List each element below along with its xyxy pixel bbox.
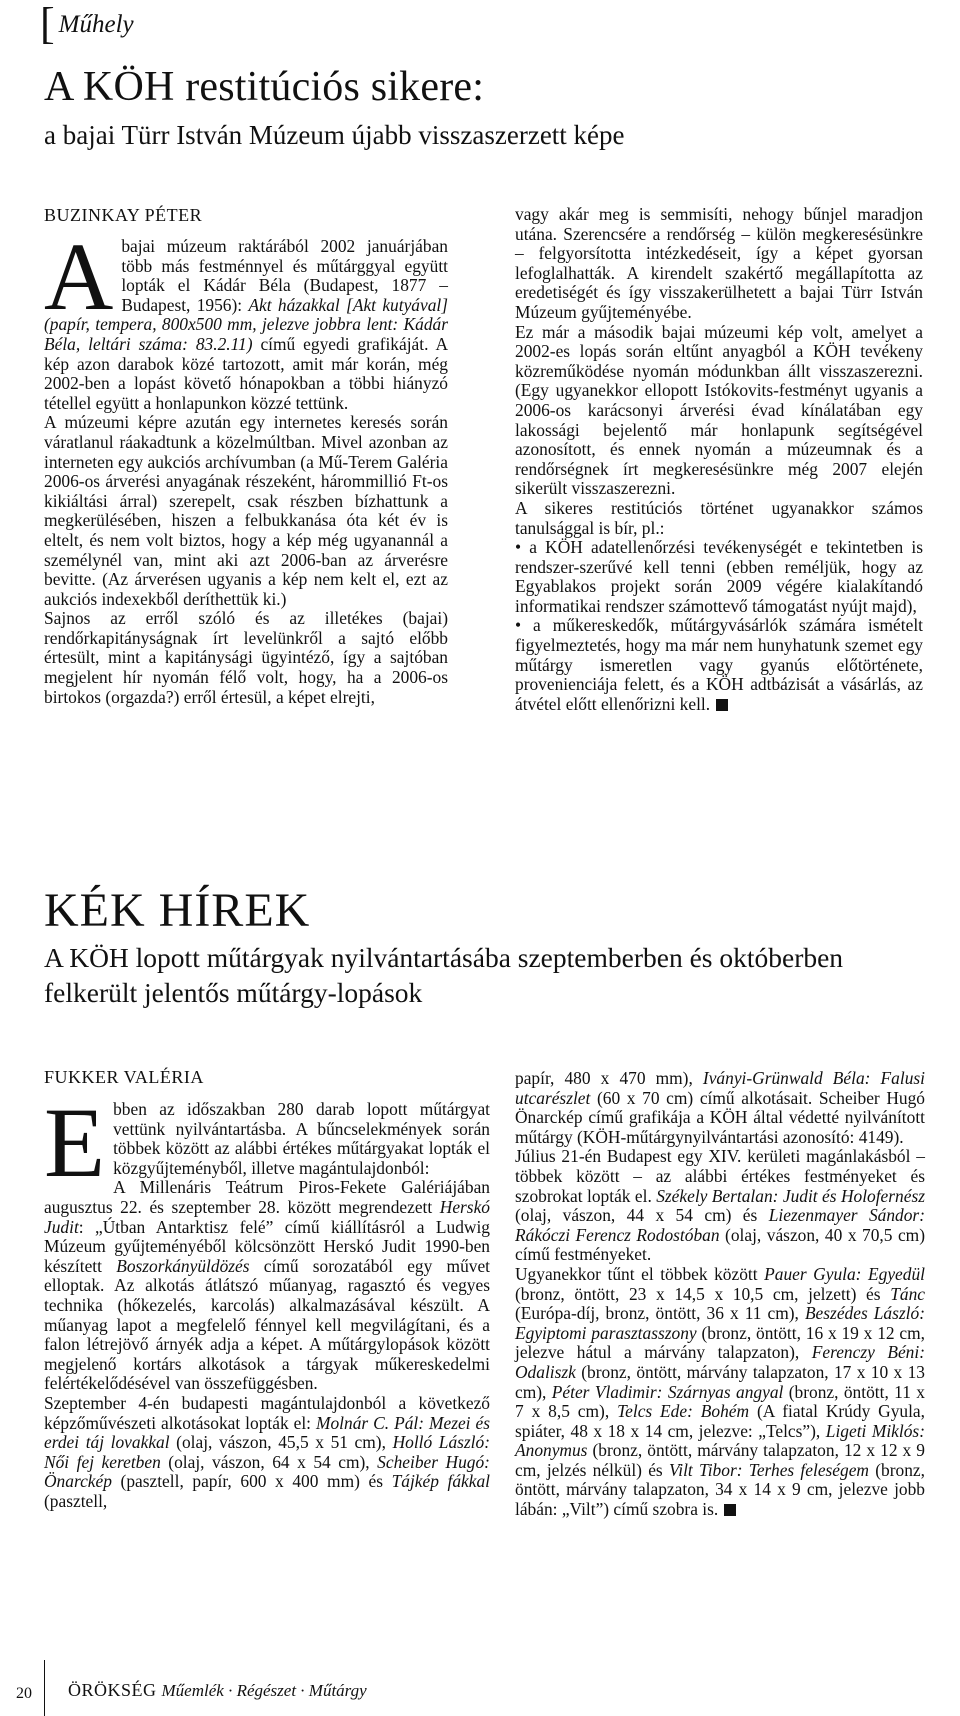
- article1-paragraph: Ez már a második bajai múzeumi kép volt, amelyet a 2002-es lopás során eltűnt anyagból a KÖH tevékeny közreműködése nyomán módunkban állt visszaszerezni. (Egy ugyanekkor ellopott Istókovits-festményt ugyanis a 2006-os karácsonyi árverési évad kínálatában egy lakossági bejelentő már honlapunk segítségével azonosított, és ennek nyomán a múzeumnak és a rendőrségnek írt megkeresésünkre még 2007 elején sikerült visszaszerezni.: [515, 321, 923, 499]
- article1-bullet: • a műkereskedők, műtárgyvásárlók számára ismételt figyelmeztetés, hogy ma már nem hunyhatunk szemet egy műtárgy ismeretlen vagy gyanús előtörténete, provenienciája felett, és a KÖH adtbázisát a vásárlás, az átvétel előtt ellenőrizni kell.: [515, 615, 923, 714]
- end-mark-icon: [724, 1504, 736, 1516]
- article2-left-column: [44, 1087, 491, 1511]
- article1-paragraph: A múzeumi képre azután egy internetes keresés során váratlanul ráakadtunk a közelmúltban. Mivel azonban az interneten egy aukciós archívumban (a Mű-Terem Galéria 2006-os árverési anyagának részeként, hárommillió Ft-os kikiáltási árral) szerepelt, csak részben bízhattunk a megkerülésében, hiszen a felbukkanása óta két év is eltelt, és nem volt biztos, hogy a kép még ugyanannál a személynél van, mint aki azt 2006-ban az árverésre bevitte. (Az árverésen ugyanis a kép nem kelt el, ezt az aukciós indexekből deríthettük ki.): [44, 412, 448, 609]
- article2-subtitle: A KÖH lopott műtárgyak nyilvántartásába szeptemberben és októberben felkerült jelentős műtárgy-lopások: [44, 942, 844, 1008]
- footer-divider: [44, 1660, 45, 1716]
- article1-intro: bajai múzeum raktárából 2002 januárjában több más festménnyel és műtárggyal együtt lopták el Kádár Béla (Budapest, 1877 – Budapest, 1956): Akt házakkal [Akt kutyával] (papír, tempera, 800x500 mm, jelezve jobbra lent: Kádár Béla, leltári száma: 83.2.11) című egyedi grafikáját. A kép azon darabok közé tartozott, amit már korán, még 2002-ben a lopást követő hónapokban a többi hiányzó tétellel együtt a honlapunkon közzé tettünk.: [44, 236, 448, 413]
- section-bracket: [: [40, 0, 55, 48]
- article1-right-column: [515, 205, 923, 714]
- footer-brand-line: [68, 1680, 367, 1701]
- article2-left-text: bben az időszakban 280 darab lopott műtárgyat vettünk nyilvántartásba. A bűncselekmények során többek között az alábbi értékes műtárgyakat lopták el közgyűjteményből, illetve magántulajdonból: A Millenáris Teátrum Piros-Fekete Galériájában augusztus 22. és szeptember 28. között megrendezett Herskó Judit: „Útban Antarktisz felé” című kiállításról a Ludwig Múzeum gyűjteményéből kölcsönzött Herskó Judit 1990-ben készített Boszorkányüldözés című sorozatából egy művet elloptak. Az alkotás átlátszó műanyag, ragasztó és vegyes technika (hőkezelés, karcolás) alkalmazásával készült. A műanyag lapot a megfelelő fénnyel kell megvilágítani, és a falon létrejövő árnyék adja a képet. A műtárgylopások között megjelenő kortárs alkotások a tárgyak műkereskedelmi felértékelődésével van összefüggésben. Szeptember 4-én budapesti magántulajdonból a következő képzőművészeti alkotásokat lopták el: Molnár C. Pál: Mezei és erdei táj lovakkal (olaj, vászon, 45,5 x 51 cm), Holló László: Női fej keretben (olaj, vászon, 64 x 54 cm), Scheiber Hugó: Önarckép (pasztell, papír, 600 x 400 mm) és Tájkép fákkal (pasztell,: [44, 1099, 491, 1511]
- section-tag: [40, 2, 134, 47]
- article1-paragraph: A sikeres restitúciós történet ugyanakkor számos tanulsággal is bír, pl.:: [515, 497, 923, 538]
- end-mark-icon: [716, 699, 728, 711]
- article2-right-column: [515, 1069, 925, 1520]
- article1-paragraph: vagy akár meg is semmisíti, nehogy bűnjel maradjon utána. Szerencsére a rendőrség – külön megkeresésünkre – felgyorsította intézkedéseit, így a képet gyorsan lefoglalhatták. A kirendelt szakértő megállapította az eredetiségét és így visszakerülhetett a bajai Türr István Múzeum gyűjteményébe.: [515, 204, 923, 322]
- article1-dropcap: A: [44, 223, 114, 330]
- page-number: 20: [16, 1685, 32, 1702]
- article1-title: A KÖH restitúciós sikere:: [44, 64, 485, 110]
- article2-dropcap: E: [44, 1087, 106, 1198]
- section-label: Műhely: [58, 11, 134, 38]
- article1-author: BUZINKAY PÉTER: [44, 205, 203, 225]
- article2-right-text: papír, 480 x 470 mm), Iványi-Grünwald Béla: Falusi utcarészlet (60 x 70 cm) című alkotásait. Scheiber Hugó Önarckép című grafikája a KÖH által védetté nyilvánított műtárgy (KÖH-műtárgynyilvántartási azonosító: 4149). Július 21-én Budapest egy XIV. kerületi magánlakásból – többek között – az alábbi értékes festményeket és szobrokat lopták el. Székely Bertalan: Judit és Holofernész (olaj, vászon, 44 x 54 cm) és Liezenmayer Sándor: Rákóczi Ferencz Rodostóban (olaj, vászon, 40 x 70,5 cm) című festményeket. Ugyanekkor tűnt el többek között Pauer Gyula: Egyedül (bronz, öntött, 23 x 14,5 x 10,5 cm, jelzett) és Tánc (Európa-díj, bronz, öntött, 36 x 11 cm), Beszédes László: Egyiptomi parasztasszony (bronz, öntött, 16 x 19 x 12 cm, jelezve hátul a márvány talapzaton), Ferenczy Béni: Odaliszk (bronz, öntött, márvány talapzaton, 17 x 10 x 13 cm), Péter Vladimir: Szárnyas angyal (bronz, öntött, 11 x 7 x 8,5 cm), Telcs Ede: Bohém (A fiatal Krúdy Gyula, spiáter, 48 x 18 x 14 cm, jelezve: „Telcs”), Ligeti Miklós: Anonymus (bronz, öntött, márvány talapzaton, 12 x 12 x 9 cm, jelzés nélkül) és Vilt Tibor: Terhes feleségem (bronz, öntött, márvány talapzaton, 34 x 14 x 9 cm, jelezve jobb lábán: „Vilt”) című szobra is.: [515, 1068, 926, 1520]
- footer-sections: Műemlék · Régészet · Műtárgy: [161, 1681, 367, 1700]
- article1-paragraph: Sajnos az erről szóló és az illetékes (bajai) rendőrkapitányságnak írt levelünkről a sajtó előbb értesült, mint a kapitánysági ügyintéző, így a sajtóban megjelent hír nyomán félő volt, hogy, ha a 2006-os birtokos (orgazda?) erről értesül, a képet elrejti,: [44, 608, 448, 707]
- article1-subtitle: a bajai Türr István Múzeum újabb visszaszerzett képe: [44, 120, 625, 150]
- article2-author: FUKKER VALÉRIA: [44, 1067, 204, 1087]
- article1-left-column: [44, 223, 448, 707]
- article1-bullet: • a KÖH adatellenőrzési tevékenységét e tekintetben is rendszer-szerűvé kell tenni (ebben reméljük, hogy az Egyablakos projekt során 2009 végére kialakítandó informatikai rendszer számottevő támogatást nyújt majd),: [515, 537, 923, 616]
- footer-brand: ÖRÖKSÉG: [68, 1680, 157, 1700]
- article2-title: KÉK HÍREK: [44, 884, 311, 937]
